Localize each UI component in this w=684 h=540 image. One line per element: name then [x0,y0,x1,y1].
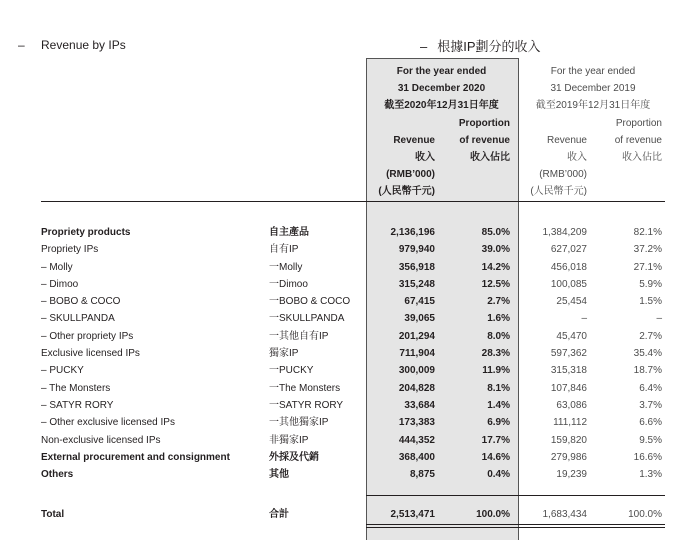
row-label-zh: 自有IP [269,244,299,256]
total-double-rule-top-2019 [518,524,665,525]
row-label-zh: 外採及代銷 [269,451,319,463]
header-2020-prop-zh: 收入佔比 [470,152,510,163]
table-row [0,432,684,449]
header-2020-unit: (RMB’000) [386,169,435,180]
header-2020-revenue-zh: 收入 [415,152,435,163]
section-title-en: Revenue by IPs [41,38,126,52]
proportion-2019: 6.4% [639,382,662,394]
row-label-zh: 非獨家IP [269,434,309,446]
row-label-zh: 一Dimoo [269,278,308,290]
revenue-2020: 201,294 [398,330,435,342]
proportion-2020: 8.1% [487,382,510,394]
table-row [0,466,684,483]
revenue-2020: 39,065 [404,313,435,325]
total-label-zh: 合計 [269,509,289,520]
header-2020-line2: 31 December 2020 [397,83,486,94]
row-label-zh: 自主產品 [269,227,309,238]
header-2019-line2: 31 December 2019 [550,83,636,94]
revenue-2019: 456,018 [550,261,587,273]
revenue-2019: 100,085 [550,278,587,290]
proportion-2020: 1.6% [487,313,510,325]
row-label-zh: 一PUCKY [269,365,314,377]
row-label-zh: 一其他自有IP [269,330,329,342]
total-revenue-2020: 2,513,471 [390,509,435,520]
proportion-2020: 14.6% [481,451,510,463]
header-2019-unit-zh: (人民幣千元) [530,186,587,197]
section-title-zh-text: 根據IP劃分的收入 [437,39,541,54]
row-label-zh: 其他 [269,469,289,481]
revenue-2019: 159,820 [550,434,587,446]
revenue-2020: 444,352 [398,434,435,446]
row-label-en: – Dimoo [41,278,79,290]
table-row [0,259,684,276]
table-row [0,397,684,414]
header-2019-revenue-zh: 收入 [567,152,587,163]
table-row [0,328,684,345]
revenue-2019: 627,027 [550,244,587,256]
row-label-en: – PUCKY [41,365,84,377]
revenue-2019: 111,112 [553,417,587,429]
revenue-2020: 33,684 [404,399,435,411]
proportion-2019: 1.3% [639,469,662,481]
proportion-2020: 0.4% [487,469,510,481]
proportion-2020: 8.0% [487,330,510,342]
header-2019-line3: 截至2019年12月31日年度 [535,100,651,111]
row-label-en: – SKULLPANDA [41,313,115,325]
revenue-2020: 8,875 [409,469,435,481]
revenue-2020: 2,136,196 [390,227,435,238]
section-title-zh [420,36,541,55]
row-label-en: – The Monsters [41,382,111,394]
row-label-en: – Molly [41,261,73,273]
revenue-2020: 356,918 [398,261,435,273]
total-proportion-2019: 100.0% [628,509,662,520]
revenue-2019: 315,318 [550,365,587,377]
total-rule-2020-revenue [366,495,518,496]
row-label-zh: 一SATYR RORY [269,399,344,411]
revenue-2019: 597,362 [550,348,587,360]
table-row [0,241,684,258]
proportion-2020: 17.7% [481,434,510,446]
header-2020-prop1: Proportion [458,118,510,129]
row-label-zh: 一SKULLPANDA [269,313,345,325]
total-double-rule-bottom [366,527,518,528]
proportion-2019: 82.1% [633,227,662,238]
section-dash-zh: – [420,39,428,54]
row-label-en: – Other propriety IPs [41,330,134,342]
row-label-en: – Other exclusive licensed IPs [41,417,175,429]
section-dash: – [18,38,25,52]
proportion-2019: 2.7% [639,330,662,342]
row-label-zh: 一The Monsters [269,382,341,394]
total-label-en: Total [41,509,65,520]
header-rule [41,201,665,202]
revenue-2019: 63,086 [556,399,587,411]
total-row [0,506,684,523]
table-row [0,310,684,327]
total-double-rule-bottom-2019 [518,527,665,528]
proportion-2019: 27.1% [633,261,662,273]
header-2019-unit: (RMB’000) [539,169,587,180]
table-row [0,449,684,466]
proportion-2020: 6.9% [487,417,510,429]
proportion-2019: – [656,313,662,325]
revenue-table-body [0,224,684,483]
revenue-2020: 173,383 [398,417,435,429]
table-row [0,224,684,241]
revenue-2020: 711,904 [399,348,435,360]
row-label-zh: 一其他獨家IP [269,417,329,429]
row-label-en: – BOBO & COCO [41,296,121,308]
revenue-2019: 107,846 [550,382,587,394]
revenue-2019: 1,384,209 [542,227,587,238]
proportion-2019: 1.5% [639,296,662,308]
revenue-2020: 204,828 [398,382,435,394]
table-row [0,380,684,397]
header-2020-line3: 截至2020年12月31日年度 [384,100,499,111]
proportion-2019: 5.9% [639,278,662,290]
revenue-2020: 979,940 [398,244,435,256]
revenue-2019: 45,470 [556,330,587,342]
table-row [0,293,684,310]
header-2019-prop-zh: 收入佔比 [622,152,662,163]
proportion-2020: 28.3% [481,348,510,360]
proportion-2019: 3.7% [639,399,662,411]
proportion-2019: 9.5% [639,434,662,446]
revenue-2019: 25,454 [556,296,587,308]
row-label-zh: 一BOBO & COCO [269,296,351,308]
row-label-zh: 一Molly [269,261,303,273]
table-row [0,345,684,362]
proportion-2019: 6.6% [639,417,662,429]
total-double-rule-top [366,524,518,525]
proportion-2019: 37.2% [633,244,662,256]
row-label-en: Non-exclusive licensed IPs [41,434,161,446]
proportion-2019: 35.4% [633,348,662,360]
total-revenue-2019: 1,683,434 [542,509,587,520]
header-2020-unit-zh: (人民幣千元) [378,186,435,197]
row-label-en: Others [41,469,74,481]
row-label-en: Exclusive licensed IPs [41,348,140,360]
revenue-2020: 315,248 [398,278,435,290]
header-2020-prop2: of revenue [459,135,510,146]
row-label-en: External procurement and consignment [41,451,230,463]
proportion-2020: 12.5% [481,278,510,290]
header-2019-revenue: Revenue [546,135,587,146]
row-label-en: Propriety products [41,227,131,238]
proportion-2020: 2.7% [487,296,510,308]
revenue-2020: 67,415 [404,296,435,308]
proportion-2020: 11.9% [482,365,510,377]
proportion-2020: 1.4% [487,399,510,411]
proportion-2020: 14.2% [481,261,510,273]
revenue-2020: 300,009 [398,365,435,377]
proportion-2019: 16.6% [633,451,662,463]
revenue-2019: – [581,313,587,325]
revenue-2020: 368,400 [398,451,435,463]
table-row [0,362,684,379]
header-2020-revenue: Revenue [393,135,435,146]
row-label-zh: 獨家IP [269,348,299,360]
table-row [0,414,684,431]
total-proportion-2020: 100.0% [476,509,510,520]
header-2019-line1: For the year ended [550,66,636,77]
revenue-2019: 279,986 [550,451,587,463]
header-2019-prop1: Proportion [615,118,662,129]
header-2020-line1: For the year ended [396,66,487,77]
table-row [0,276,684,293]
proportion-2019: 18.7% [633,365,662,377]
proportion-2020: 39.0% [481,244,510,256]
revenue-2019: 19,239 [556,469,587,481]
total-rule-2019 [518,495,665,496]
proportion-2020: 85.0% [481,227,510,238]
row-label-en: – SATYR RORY [41,399,114,411]
header-2019-prop2: of revenue [614,135,662,146]
row-label-en: Propriety IPs [41,244,99,256]
